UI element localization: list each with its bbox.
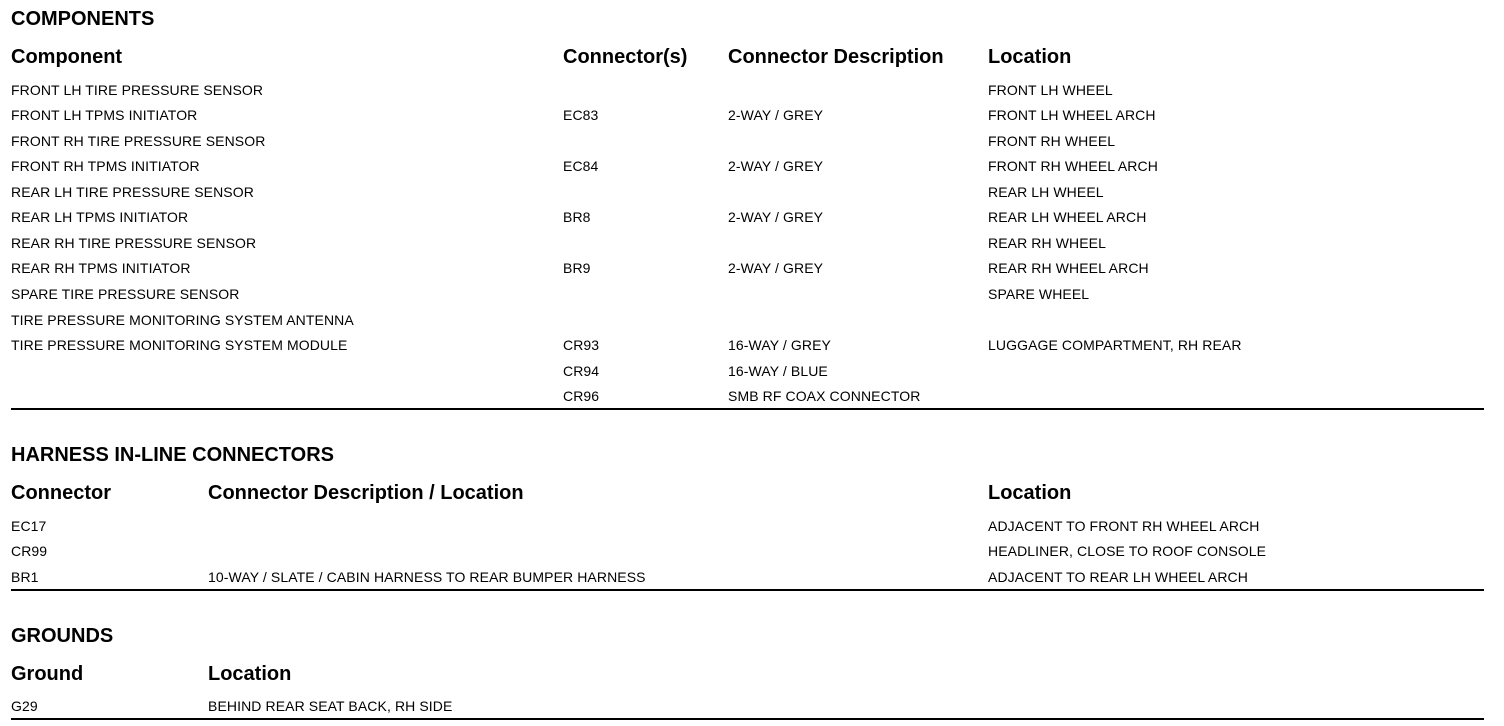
table-row <box>0 261 1504 286</box>
table-row <box>0 699 1504 724</box>
connector-description: 2-WAY / GREY <box>728 260 824 276</box>
connector-id: EC17 <box>11 518 47 534</box>
connector-id: BR8 <box>563 209 591 225</box>
components-header-description: Connector Description <box>728 46 944 68</box>
components-title: COMPONENTS <box>11 8 155 30</box>
component-location: REAR RH WHEEL ARCH <box>988 260 1149 276</box>
table-row <box>0 134 1504 159</box>
table-row <box>0 389 1504 414</box>
table-row <box>0 519 1504 544</box>
table-row <box>0 570 1504 595</box>
ground-id: G29 <box>11 698 38 714</box>
component-location: LUGGAGE COMPARTMENT, RH REAR <box>988 337 1242 353</box>
components-header-location: Location <box>988 46 1072 68</box>
connector-id: BR9 <box>563 260 591 276</box>
table-row <box>0 210 1504 235</box>
table-row <box>0 544 1504 569</box>
components-divider <box>11 408 1484 410</box>
component-location: FRONT LH WHEEL <box>988 82 1113 98</box>
component-name: SPARE TIRE PRESSURE SENSOR <box>11 286 240 302</box>
component-location: REAR LH WHEEL <box>988 184 1104 200</box>
connector-id: EC83 <box>563 107 599 123</box>
grounds-header-location: Location <box>208 663 292 685</box>
connector-id: CR96 <box>563 388 600 404</box>
connector-description: 16-WAY / GREY <box>728 337 831 353</box>
connector-description: 2-WAY / GREY <box>728 158 824 174</box>
component-name: REAR RH TPMS INITIATOR <box>11 260 191 276</box>
connector-id: EC84 <box>563 158 599 174</box>
components-header-component: Component <box>11 46 123 68</box>
component-name: FRONT LH TIRE PRESSURE SENSOR <box>11 82 264 98</box>
ground-location: BEHIND REAR SEAT BACK, RH SIDE <box>208 698 453 714</box>
connector-id: CR99 <box>11 543 48 559</box>
component-location: REAR LH WHEEL ARCH <box>988 209 1147 225</box>
connector-id: BR1 <box>11 569 39 585</box>
connector-description: 2-WAY / GREY <box>728 209 824 225</box>
table-row <box>0 236 1504 261</box>
harness-divider <box>11 589 1484 591</box>
connector-location: ADJACENT TO FRONT RH WHEEL ARCH <box>988 518 1260 534</box>
connector-id: CR93 <box>563 337 600 353</box>
connector-location: HEADLINER, CLOSE TO ROOF CONSOLE <box>988 543 1267 559</box>
connector-description: 10-WAY / SLATE / CABIN HARNESS TO REAR BUMPER HARNESS <box>208 569 646 585</box>
table-row <box>0 185 1504 210</box>
grounds-divider <box>11 718 1484 720</box>
component-location: FRONT RH WHEEL <box>988 133 1116 149</box>
component-location: SPARE WHEEL <box>988 286 1090 302</box>
component-location: REAR RH WHEEL <box>988 235 1106 251</box>
harness-header-description: Connector Description / Location <box>208 482 524 504</box>
components-header-connectors: Connector(s) <box>563 46 688 68</box>
harness-title: HARNESS IN-LINE CONNECTORS <box>11 444 334 466</box>
table-row <box>0 83 1504 108</box>
component-location: FRONT LH WHEEL ARCH <box>988 107 1156 123</box>
component-name: FRONT RH TIRE PRESSURE SENSOR <box>11 133 266 149</box>
table-row <box>0 159 1504 184</box>
table-row <box>0 108 1504 133</box>
connector-description: 2-WAY / GREY <box>728 107 824 123</box>
component-name: FRONT RH TPMS INITIATOR <box>11 158 200 174</box>
table-row <box>0 364 1504 389</box>
harness-header-location: Location <box>988 482 1072 504</box>
component-name: REAR LH TPMS INITIATOR <box>11 209 189 225</box>
table-row <box>0 338 1504 363</box>
connector-description: 16-WAY / BLUE <box>728 363 828 379</box>
connector-description: SMB RF COAX CONNECTOR <box>728 388 921 404</box>
component-name: TIRE PRESSURE MONITORING SYSTEM ANTENNA <box>11 312 354 328</box>
connector-location: ADJACENT TO REAR LH WHEEL ARCH <box>988 569 1248 585</box>
connector-id: CR94 <box>563 363 600 379</box>
table-row <box>0 313 1504 338</box>
component-name: FRONT LH TPMS INITIATOR <box>11 107 198 123</box>
grounds-header-ground: Ground <box>11 663 84 685</box>
component-name: REAR RH TIRE PRESSURE SENSOR <box>11 235 257 251</box>
harness-header-connector: Connector <box>11 482 111 504</box>
component-name: TIRE PRESSURE MONITORING SYSTEM MODULE <box>11 337 348 353</box>
grounds-title: GROUNDS <box>11 625 114 647</box>
table-row <box>0 287 1504 312</box>
component-location: FRONT RH WHEEL ARCH <box>988 158 1158 174</box>
component-name: REAR LH TIRE PRESSURE SENSOR <box>11 184 254 200</box>
